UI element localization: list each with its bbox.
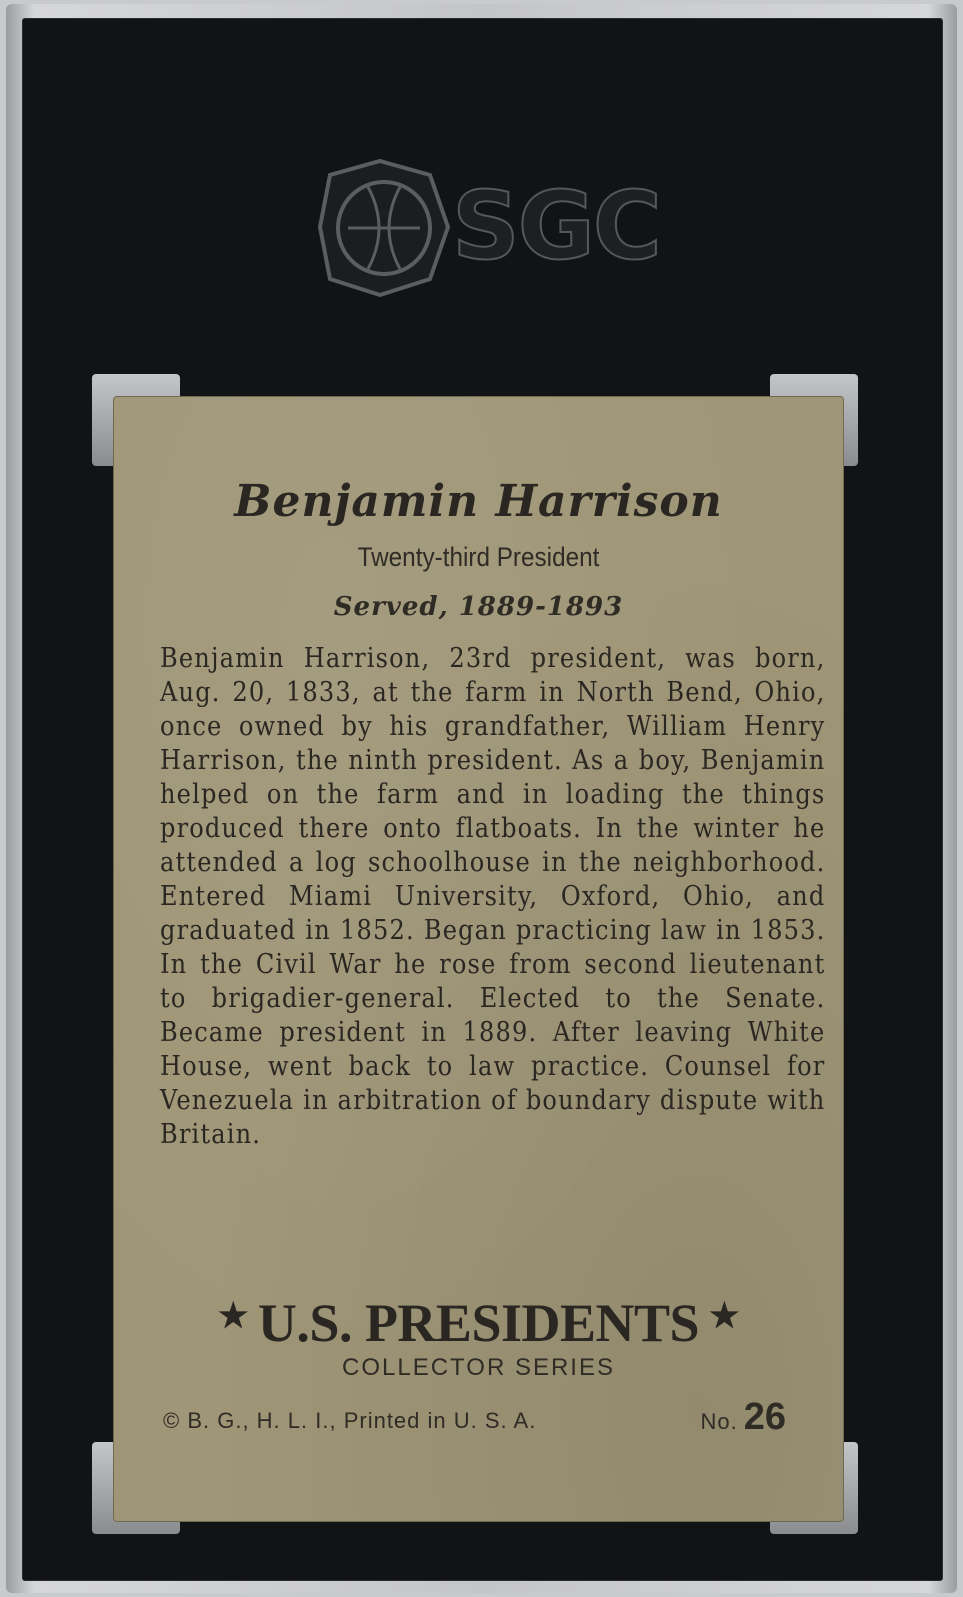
star-icon: ★: [709, 1298, 740, 1335]
star-icon: ★: [217, 1298, 248, 1335]
served-years: Served, 1889-1893: [333, 592, 624, 622]
card-number: [700, 1396, 786, 1439]
biography-text: Benjamin Harrison, 23rd president, was born, Aug. 20, 1833, at the farm in North Bend, Ohio, once owned by his grandfather, William Henry Harrison, the ninth president. As a boy, Benjamin helped on the farm and in loading the things produced there onto flatboats. In the winter he attended a log schoolhouse in the neighborhood. Entered Miami University, Oxford, Ohio, and graduated in 1852. Began practicing law in 1853. In the Civil War he rose from second lieutenant to brigadier-general. Elected to the Senate. Became president in 1889. After leaving White House, went back to law practice. Counsel for Venezuela in arbitration of boundary dispute with Britain.: [160, 643, 826, 1150]
card-number-label: No.: [700, 1409, 738, 1434]
president-name: Benjamin Harrison: [234, 476, 723, 527]
president-ordinal: Twenty-third President: [357, 542, 600, 572]
trading-card-back: [113, 396, 844, 1522]
copyright-line: © B. G., H. L. I., Printed in U. S. A.: [163, 1408, 537, 1433]
series-title: [113, 1292, 844, 1354]
grader-logo-text: SGC: [452, 172, 660, 281]
series-subtitle: COLLECTOR SERIES: [342, 1354, 615, 1381]
series-title-text: U.S. PRESIDENTS: [257, 1293, 700, 1353]
card-number-value: 26: [743, 1396, 786, 1438]
